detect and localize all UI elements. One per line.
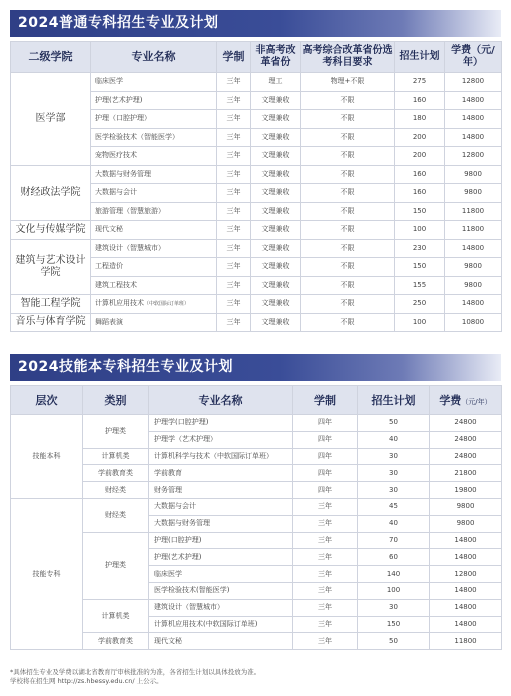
plan-cell: 200 <box>395 128 445 147</box>
college-cell: 智能工程学院 <box>11 295 91 314</box>
fee-cell: 24800 <box>430 431 502 448</box>
duration-cell: 三年 <box>293 582 358 599</box>
type-cell: 文理兼收 <box>251 165 301 184</box>
plan-cell: 250 <box>395 295 445 314</box>
type-cell: 文理兼收 <box>251 221 301 240</box>
header-category: 类别 <box>83 386 149 415</box>
major-cell: 学前教育 <box>149 465 293 482</box>
type-cell: 文理兼收 <box>251 184 301 203</box>
category-cell: 学前教育类 <box>83 633 149 650</box>
plan-cell: 230 <box>395 239 445 258</box>
type-cell: 文理兼收 <box>251 295 301 314</box>
duration-cell: 三年 <box>293 515 358 532</box>
type-cell: 文理兼收 <box>251 202 301 221</box>
requirement-cell: 不限 <box>301 221 395 240</box>
table-row <box>11 532 502 549</box>
type-cell: 文理兼收 <box>251 239 301 258</box>
table-row <box>11 465 502 482</box>
duration-cell: 三年 <box>293 549 358 566</box>
major-cell: 护理学（艺术护理） <box>149 431 293 448</box>
table-row <box>11 599 502 616</box>
table-header-row <box>11 386 502 415</box>
fee-cell: 9800 <box>445 276 502 295</box>
duration-cell: 四年 <box>293 431 358 448</box>
fee-cell: 14800 <box>445 91 502 110</box>
duration-cell: 四年 <box>293 448 358 465</box>
major-cell: 护理学(口腔护理) <box>149 415 293 432</box>
header-college: 二级学院 <box>11 42 91 73</box>
category-cell: 计算机类 <box>83 599 149 633</box>
category-cell: 财经类 <box>83 482 149 499</box>
table-row <box>11 73 502 92</box>
header-plan: 招生计划 <box>395 42 445 73</box>
major-cell: 建筑设计（智慧城市） <box>91 239 217 258</box>
table-row <box>11 448 502 465</box>
duration-cell: 四年 <box>293 482 358 499</box>
major-cell: 现代文秘 <box>91 221 217 240</box>
fee-cell: 10800 <box>445 313 502 332</box>
header-reform: 高考综合改革省份选考科目要求 <box>301 42 395 73</box>
major-cell: 临床医学 <box>91 73 217 92</box>
fee-cell: 24800 <box>430 448 502 465</box>
duration-cell: 三年 <box>293 498 358 515</box>
major-cell: 建筑工程技术 <box>91 276 217 295</box>
fee-cell: 9800 <box>445 165 502 184</box>
header-duration: 学制 <box>293 386 358 415</box>
plan-cell: 275 <box>395 73 445 92</box>
table-row <box>11 498 502 515</box>
plan-cell: 40 <box>358 515 430 532</box>
fee-cell: 9800 <box>445 184 502 203</box>
type-cell: 文理兼收 <box>251 110 301 129</box>
major-cell: 医学检验技术（智能医学） <box>91 128 217 147</box>
plan-cell: 100 <box>358 582 430 599</box>
type-cell: 文理兼收 <box>251 128 301 147</box>
duration-cell: 四年 <box>293 415 358 432</box>
requirement-cell: 不限 <box>301 313 395 332</box>
plan-cell: 100 <box>395 313 445 332</box>
plan-cell: 50 <box>358 415 430 432</box>
header-fee: 学费（元/年） <box>445 42 502 73</box>
requirement-cell: 不限 <box>301 202 395 221</box>
major-cell: 大数据与会计 <box>91 184 217 203</box>
major-cell: 护理（口腔护理） <box>91 110 217 129</box>
major-cell: 现代文秘 <box>149 633 293 650</box>
footnote-line: 学校将在招生网 http://zs.hbessy.edu.cn/ 上公示。 <box>10 677 163 685</box>
table-row <box>11 633 502 650</box>
fee-cell: 14800 <box>445 295 502 314</box>
fee-cell: 14800 <box>430 549 502 566</box>
major-cell: 宠物医疗技术 <box>91 147 217 166</box>
fee-cell: 14800 <box>430 532 502 549</box>
major-cell: 计算机科学与技术（中软国际订单班） <box>149 448 293 465</box>
college-cell: 文化与传媒学院 <box>11 221 91 240</box>
major-cell: 旅游管理（智慧旅游） <box>91 202 217 221</box>
fee-unit: （元/年） <box>461 398 492 406</box>
plan-cell: 70 <box>358 532 430 549</box>
fee-cell: 19800 <box>430 482 502 499</box>
footnote-line: *具体招生专业及学费以湖北省教育厅审核批准的为准，各省招生计划以具体投放为准。 <box>10 668 261 676</box>
fee-cell: 9800 <box>430 515 502 532</box>
duration-cell: 三年 <box>217 295 251 314</box>
duration-cell: 三年 <box>217 165 251 184</box>
duration-cell: 三年 <box>293 566 358 583</box>
requirement-cell: 物理+不限 <box>301 73 395 92</box>
major-cell: 医学检验技术(智能医学) <box>149 582 293 599</box>
section2-title: 2024技能本专科招生专业及计划 <box>18 359 233 375</box>
duration-cell: 三年 <box>217 73 251 92</box>
level-cell: 技能本科 <box>11 415 83 499</box>
plan-cell: 140 <box>358 566 430 583</box>
footnote <box>10 668 501 686</box>
header-level: 层次 <box>11 386 83 415</box>
plan-cell: 155 <box>395 276 445 295</box>
major-cell: 财务管理 <box>149 482 293 499</box>
table-row <box>11 221 502 240</box>
requirement-cell: 不限 <box>301 258 395 277</box>
fee-cell: 12800 <box>445 147 502 166</box>
major-cell: 护理(艺术护理) <box>91 91 217 110</box>
requirement-cell: 不限 <box>301 110 395 129</box>
requirement-cell: 不限 <box>301 147 395 166</box>
plan-cell: 45 <box>358 498 430 515</box>
type-cell: 文理兼收 <box>251 91 301 110</box>
category-cell: 学前教育类 <box>83 465 149 482</box>
duration-cell: 三年 <box>217 276 251 295</box>
type-cell: 文理兼收 <box>251 258 301 277</box>
header-duration: 学制 <box>217 42 251 73</box>
requirement-cell: 不限 <box>301 165 395 184</box>
type-cell: 文理兼收 <box>251 313 301 332</box>
fee-cell: 11800 <box>445 221 502 240</box>
duration-cell: 三年 <box>217 128 251 147</box>
fee-cell: 12800 <box>430 566 502 583</box>
fee-cell: 11800 <box>445 202 502 221</box>
table-header-row <box>11 42 502 73</box>
skills-program-table <box>10 385 502 650</box>
table-row <box>11 239 502 258</box>
requirement-cell: 不限 <box>301 239 395 258</box>
table-row <box>11 295 502 314</box>
header-plan: 招生计划 <box>358 386 430 415</box>
plan-cell: 40 <box>358 431 430 448</box>
header-major: 专业名称 <box>91 42 217 73</box>
plan-cell: 160 <box>395 184 445 203</box>
major-cell: 计算机应用技术(中软国际订单班) <box>149 616 293 633</box>
category-cell: 护理类 <box>83 532 149 599</box>
plan-cell: 30 <box>358 482 430 499</box>
major-note: （中软国际订单班） <box>144 300 190 307</box>
plan-cell: 150 <box>358 616 430 633</box>
table-row <box>11 482 502 499</box>
duration-cell: 四年 <box>293 465 358 482</box>
plan-cell: 180 <box>395 110 445 129</box>
type-cell: 文理兼收 <box>251 276 301 295</box>
fee-cell: 14800 <box>445 110 502 129</box>
major-cell: 建筑设计（智慧城市） <box>149 599 293 616</box>
type-cell: 文理兼收 <box>251 147 301 166</box>
duration-cell: 三年 <box>293 532 358 549</box>
duration-cell: 三年 <box>217 184 251 203</box>
section2-title-bar <box>10 354 501 381</box>
major-cell: 临床医学 <box>149 566 293 583</box>
college-cell: 医学部 <box>11 73 91 166</box>
duration-cell: 三年 <box>217 147 251 166</box>
major-cell: 护理(口腔护理) <box>149 532 293 549</box>
plan-cell: 160 <box>395 165 445 184</box>
table-row <box>11 313 502 332</box>
college-cell: 建筑与艺术设计学院 <box>11 239 91 295</box>
major-cell: 大数据与财务管理 <box>91 165 217 184</box>
college-cell: 财经政法学院 <box>11 165 91 221</box>
type-cell: 理工 <box>251 73 301 92</box>
duration-cell: 三年 <box>217 202 251 221</box>
duration-cell: 三年 <box>217 91 251 110</box>
fee-cell: 14800 <box>445 128 502 147</box>
major-name: 计算机应用技术 <box>95 298 144 307</box>
fee-cell: 9800 <box>445 258 502 277</box>
requirement-cell: 不限 <box>301 91 395 110</box>
general-specialty-table <box>10 41 502 332</box>
fee-cell: 14800 <box>445 239 502 258</box>
requirement-cell: 不限 <box>301 276 395 295</box>
major-cell <box>91 295 217 314</box>
header-nongaokao: 非高考改革省份 <box>251 42 301 73</box>
table-row <box>11 165 502 184</box>
major-cell: 护理(艺术护理) <box>149 549 293 566</box>
college-cell: 音乐与体育学院 <box>11 313 91 332</box>
fee-cell: 14800 <box>430 616 502 633</box>
plan-cell: 100 <box>395 221 445 240</box>
duration-cell: 三年 <box>293 633 358 650</box>
duration-cell: 三年 <box>217 239 251 258</box>
table-row <box>11 415 502 432</box>
major-cell: 工程造价 <box>91 258 217 277</box>
requirement-cell: 不限 <box>301 128 395 147</box>
plan-cell: 30 <box>358 448 430 465</box>
fee-cell: 24800 <box>430 415 502 432</box>
fee-label: 学费 <box>439 394 462 407</box>
duration-cell: 三年 <box>217 313 251 332</box>
header-fee <box>430 386 502 415</box>
plan-cell: 30 <box>358 465 430 482</box>
level-cell: 技能专科 <box>11 498 83 649</box>
fee-cell: 9800 <box>430 498 502 515</box>
duration-cell: 三年 <box>217 258 251 277</box>
category-cell: 财经类 <box>83 498 149 532</box>
plan-cell: 150 <box>395 202 445 221</box>
fee-cell: 12800 <box>445 73 502 92</box>
category-cell: 计算机类 <box>83 448 149 465</box>
category-cell: 护理类 <box>83 415 149 449</box>
header-major: 专业名称 <box>149 386 293 415</box>
duration-cell: 三年 <box>293 616 358 633</box>
major-cell: 舞蹈表演 <box>91 313 217 332</box>
plan-cell: 160 <box>395 91 445 110</box>
duration-cell: 三年 <box>217 110 251 129</box>
major-cell: 大数据与会计 <box>149 498 293 515</box>
fee-cell: 21800 <box>430 465 502 482</box>
section1-title-bar <box>10 10 501 37</box>
requirement-cell: 不限 <box>301 184 395 203</box>
requirement-cell: 不限 <box>301 295 395 314</box>
fee-cell: 11800 <box>430 633 502 650</box>
plan-cell: 50 <box>358 633 430 650</box>
plan-cell: 200 <box>395 147 445 166</box>
plan-cell: 60 <box>358 549 430 566</box>
duration-cell: 三年 <box>293 599 358 616</box>
section1-title: 2024普通专科招生专业及计划 <box>18 15 219 31</box>
duration-cell: 三年 <box>217 221 251 240</box>
fee-cell: 14800 <box>430 582 502 599</box>
fee-cell: 14800 <box>430 599 502 616</box>
plan-cell: 150 <box>395 258 445 277</box>
major-cell: 大数据与财务管理 <box>149 515 293 532</box>
plan-cell: 30 <box>358 599 430 616</box>
